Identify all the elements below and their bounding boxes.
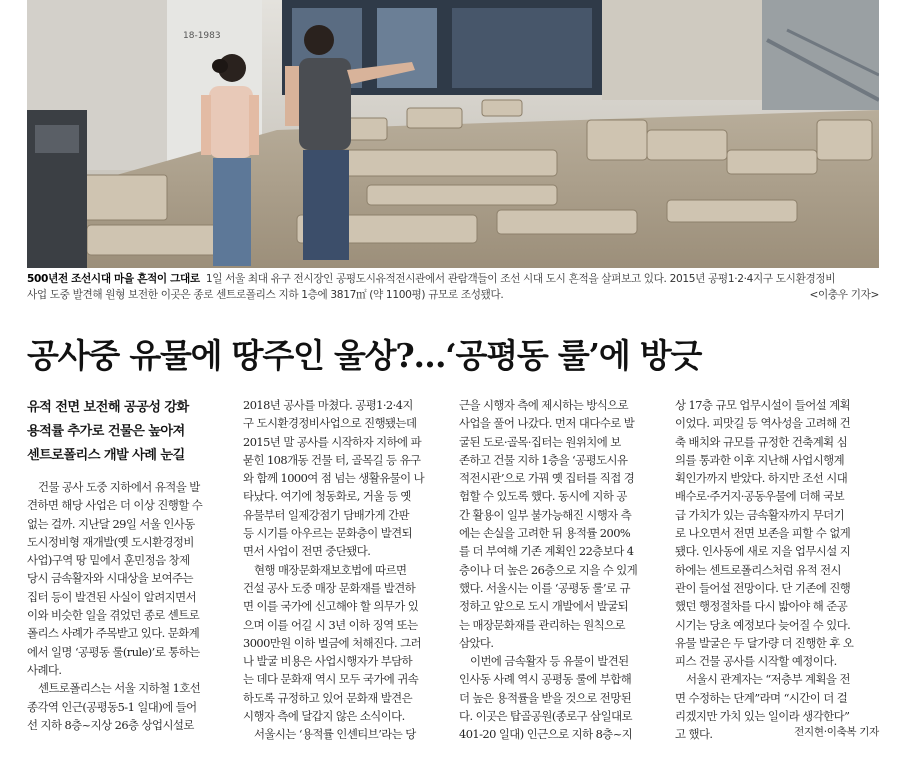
caption-title: 500년전 조선시대 마을 흔적이 그대로	[27, 273, 200, 285]
body-line: 하에는 센트로폴리스처럼 유적 전시	[675, 562, 842, 577]
body-line: 다. 이곳은 탑골공원(종로구 삼일대로	[459, 709, 632, 724]
body-line: 더 높은 용적률을 받을 것으로 전망된	[459, 690, 632, 705]
museum-photo-icon	[27, 0, 879, 268]
body-line: 도시정비형 재개발(옛 도시환경정비	[27, 534, 194, 549]
body-line: 상 17층 규모 업무시설이 들어설 계획	[675, 398, 851, 412]
svg-text:18-1983: 18-1983	[183, 31, 221, 41]
body-line: 의를 통과한 이후 지난해 사업시행계	[675, 452, 845, 467]
body-line: 건설 공사 도중 매장 문화재를 발견하	[243, 580, 416, 595]
body-line: 는 매장문화재를 관리하는 원칙으로	[459, 617, 626, 632]
column-3	[459, 396, 655, 744]
caption-line-1	[27, 271, 879, 287]
body-line: 으며 이를 어길 시 3년 이하 징역 또는	[243, 617, 418, 632]
body-line: 이와 비슷한 일을 겪었던 종로 센트로	[27, 608, 200, 623]
body-line: 됐다. 인사동에 새로 지을 업무시설 지	[675, 544, 851, 559]
body-line: 유물부터 일제강점기 담배가게 간판	[243, 507, 410, 522]
subheadline	[27, 396, 223, 468]
body-line: 등 시기를 아우르는 문화층이 발견되	[243, 526, 413, 541]
body-line: 유물 발굴은 두 달가량 더 진행한 후 오	[675, 635, 854, 650]
body-line: 는 데다 문화재 역시 모두 국가에 귀속	[243, 672, 419, 687]
body-line: 없는 걸까. 지난달 29일 서울 인사동	[27, 516, 195, 531]
body-line: 구 도시환경정비사업으로 진행됐는데	[243, 416, 417, 431]
column-4	[675, 396, 879, 744]
body-line: 피스 건물 공사를 시작할 예정이다.	[675, 654, 837, 669]
body-line: 폴리스 사례가 주목받고 있다. 문화계	[27, 626, 200, 641]
body-line: 센트로폴리스는 서울 지하철 1호선	[38, 681, 201, 696]
body-line: 에는 손실을 고려한 뒤 용적률 200%	[459, 526, 631, 541]
body-line: 존하고 건물 지하 1층을 ‘공평도시유	[459, 452, 628, 467]
body-line: 2018년 공사를 마쳤다. 공평1·2·4지	[243, 398, 413, 412]
photo-caption	[27, 271, 879, 303]
body-line: 급 가치가 있는 금속활자까지 무더기	[675, 507, 845, 522]
col1-text	[27, 478, 223, 734]
body-line: 근을 시행자 측에 제시하는 방식으로	[459, 398, 629, 412]
body-line: 축 배치와 규모를 규정한 건축계획 심	[675, 434, 848, 449]
body-line: 사업)구역 땅 밑에서 훈민정음 창제	[27, 553, 190, 568]
body-line: 시기는 당초 예정보다 늦어질 수 있다.	[675, 617, 851, 632]
body-line: 배수로·주거지·공동우물에 더해 국보	[675, 489, 845, 504]
body-line: 인사동 사례 역시 공평동 룰에 부합해	[459, 672, 632, 687]
body-line: 서울시는 ‘용적률 인센티브’라는 당	[254, 727, 416, 742]
column-1	[27, 396, 223, 734]
body-line: 3000만원 이하 벌금에 처해진다. 그러	[243, 635, 422, 650]
body-line: 현행 매장문화재보호법에 따르면	[254, 562, 407, 577]
body-line: 이번에 금속활자 등 유물이 발견된	[470, 654, 629, 669]
body-line: 와 함께 1000여 점 넘는 생활유물이 나	[243, 471, 425, 486]
body-line: 건물 공사 도중 지하에서 유적을 발	[38, 480, 200, 494]
body-line: 면 이를 국가에 신고해야 할 의무가 있	[243, 599, 419, 614]
byline: 전지현·이축복 기자	[794, 726, 879, 739]
body-line: 종각역 인근(공평동5-1 일대)에 들어	[27, 699, 197, 714]
col2-text	[243, 396, 439, 744]
body-line: 면서 사업이 전면 중단됐다.	[243, 544, 371, 559]
body-line: 사업을 풀어 나갔다. 먼저 대다수로 발	[459, 416, 635, 431]
article-photo	[27, 0, 879, 268]
article-body	[27, 396, 879, 767]
body-line: 간 활용이 일부 불가능해진 시행자 측	[459, 507, 632, 522]
body-line: 묻힌 108개동 건물 터, 골목길 등 유구	[243, 452, 421, 467]
body-line: 리겠지만 가치 있는 일이라 생각한다”	[675, 709, 850, 724]
body-line: 당시 금속활자와 시대상을 보여주는	[27, 571, 194, 586]
body-line: 집터 등이 발견된 사실이 알려지면서	[27, 589, 197, 604]
body-line: 이었다. 피맛길 등 역사성을 고려해 건	[675, 416, 851, 431]
subhead-line: 용적률 추가로 건물은 높아져	[27, 424, 185, 439]
body-line: 견하면 해당 사업은 더 이상 진행할 수	[27, 498, 203, 513]
col3-text	[459, 396, 655, 744]
body-line: 2015년 말 공사를 시작하자 지하에 파	[243, 434, 422, 449]
body-line: 선 지하 8층~지상 26층 상업시설로	[27, 717, 194, 732]
body-line: 정하고 앞으로 도시 개발에서 발굴되	[459, 599, 629, 614]
body-line: 했던 행정절차를 다시 밟아야 해 준공	[675, 599, 848, 614]
subhead-line: 유적 전면 보전해 공공성 강화	[27, 400, 189, 415]
body-line: 를 더 부여해 기존 계획인 22층보다 4	[459, 544, 634, 559]
body-line: 로 나오면서 전면 보존을 피할 수 없게	[675, 526, 851, 541]
body-line: 나 발굴 비용은 사업시행자가 부담하	[243, 654, 413, 669]
body-line: 사례다.	[27, 662, 62, 677]
caption-line-2	[27, 287, 879, 303]
body-line: 삼았다.	[459, 635, 494, 650]
subhead-line: 센트로폴리스 개발 사례 눈길	[27, 448, 185, 463]
body-line: 하도록 규정하고 있어 문화재 발견은	[243, 690, 413, 705]
photo-credit: <이충우 기자>	[809, 289, 879, 301]
body-line: 시행자 측에 달갑지 않은 소식이다.	[243, 709, 405, 724]
body-line: 서울시 관계자는 “저층부 계획을 전	[686, 672, 850, 687]
body-line: 고 했다.	[675, 727, 713, 742]
caption-text-2: 사업 도중 발견해 원형 보전한 이곳은 종로 센트로폴리스 지하 1층에 3817㎡ (약 1100평) 규모로 조성됐다.	[27, 289, 504, 301]
body-line: 면 수정하는 단계”라며 “시간이 더 걸	[675, 690, 848, 705]
body-line: 에서 일명 ‘공평동 룰(rule)’로 통하는	[27, 644, 200, 659]
article-headline: 공사중 유물에 땅주인 울상?…‘공평동 룰’에 방긋	[27, 336, 702, 375]
body-line: 했다. 서울시는 이를 ‘공평동 룰’로 규	[459, 580, 630, 595]
body-line: 층이나 더 높은 26층으로 지을 수 있게	[459, 562, 638, 577]
col4-text	[675, 396, 879, 744]
body-line: 험할 수 있도록 했다. 동시에 지하 공	[459, 489, 627, 504]
body-line: 적전시관’으로 가꿔 옛 집터를 직접 경	[459, 471, 635, 486]
body-line: 관이 들어설 전망이다. 단 기존에 진행	[675, 580, 851, 595]
column-2	[243, 396, 439, 744]
caption-text-1: 1일 서울 최대 유구 전시장인 공평도시유적전시관에서 관람객들이 조선 시대 도시 흔적을 살펴보고 있다. 2015년 공평1·2·4지구 도시환경정비	[205, 273, 836, 285]
body-line: 타났다. 여기에 청동화로, 거울 등 옛	[243, 489, 411, 504]
body-line: 획인가까지 받았다. 하지만 조선 시대	[675, 471, 848, 486]
body-line: 굴된 도로·골목·집터는 원위치에 보	[459, 434, 621, 449]
body-line: 401-20 일대) 인근으로 지하 8층~지	[459, 727, 633, 742]
